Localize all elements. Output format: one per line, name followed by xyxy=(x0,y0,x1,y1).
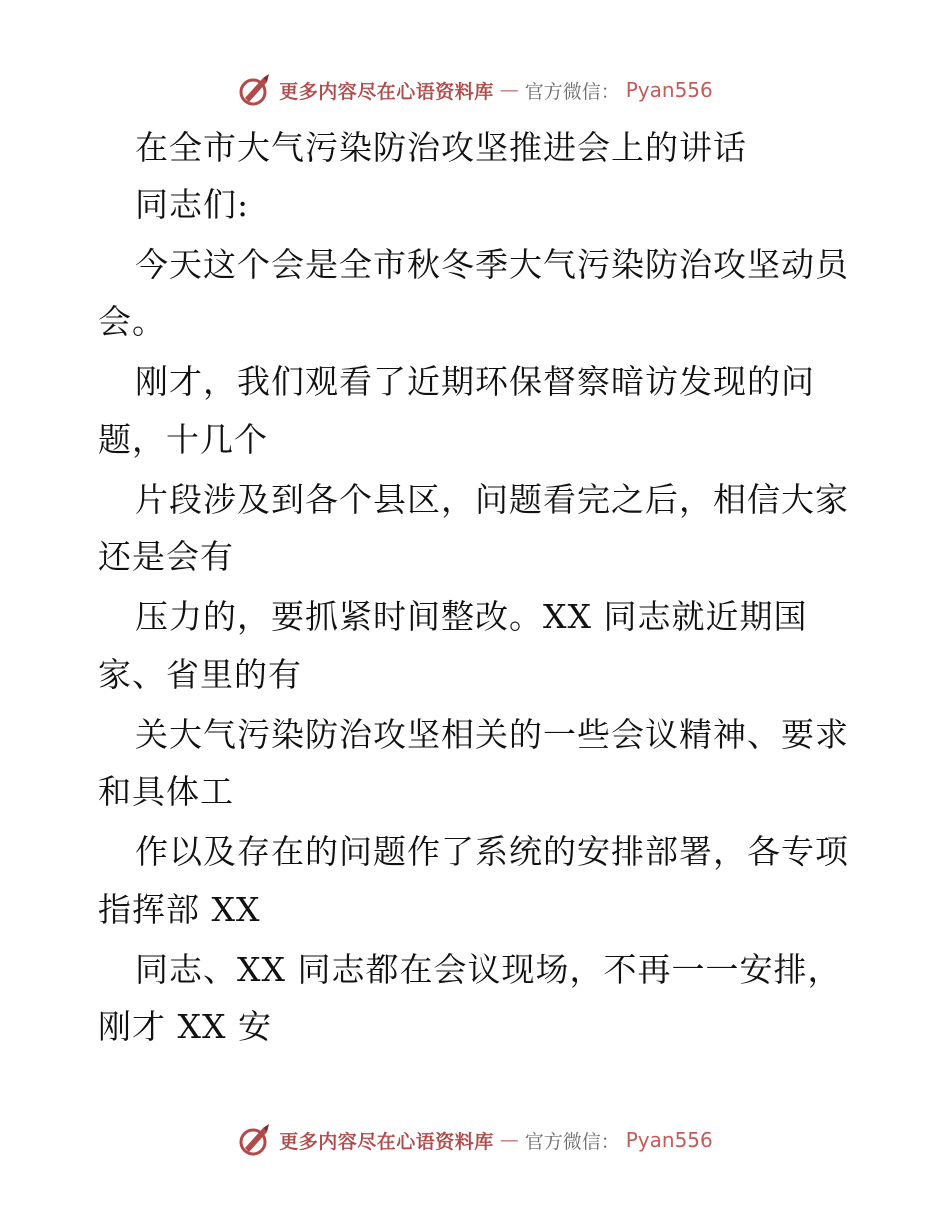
banner-dash: — xyxy=(499,79,519,101)
banner-wechat-id: Pyan556 xyxy=(625,1128,713,1152)
paragraph-line: 同志、XX 同志都在会议现场，不再一一安排， xyxy=(135,950,842,989)
paragraph-line: 刚才 XX 安 xyxy=(98,1007,272,1046)
paragraph-line: 作以及存在的问题作了系统的安排部署，各专项 xyxy=(135,832,849,871)
banner-wechat-label: 官方微信： xyxy=(524,80,620,103)
paragraph-line: 关大气污染防治攻坚相关的一些会议精神、要求 xyxy=(135,715,849,754)
banner-wechat-label: 官方微信： xyxy=(524,1130,620,1153)
paragraph-line: 刚才，我们观看了近期环保督察暗访发现的问 xyxy=(135,362,815,401)
document-title: 在全市大气污染防治攻坚推进会上的讲话 xyxy=(135,128,747,167)
pen-logo-icon xyxy=(237,72,273,108)
pen-logo-icon xyxy=(237,1122,273,1158)
paragraph-line: 和具体工 xyxy=(98,772,234,811)
paragraph-line: 还是会有 xyxy=(98,537,234,576)
paragraph-line: 指挥部 XX xyxy=(98,890,261,929)
footer-banner xyxy=(0,1120,950,1160)
header-banner xyxy=(0,70,950,110)
banner-wechat-id: Pyan556 xyxy=(625,78,713,102)
banner-dash: — xyxy=(499,1129,519,1151)
banner-main-text: 更多内容尽在心语资料库 xyxy=(279,80,494,103)
paragraph-line: 片段涉及到各个县区，问题看完之后，相信大家 xyxy=(135,480,849,519)
paragraph-line: 今天这个会是全市秋冬季大气污染防治攻坚动员 xyxy=(135,245,849,284)
paragraph-line: 题，十几个 xyxy=(98,420,268,459)
paragraph-line: 会。 xyxy=(98,302,166,341)
banner-main-text: 更多内容尽在心语资料库 xyxy=(279,1130,494,1153)
paragraph-line: 压力的，要抓紧时间整改。XX 同志就近期国 xyxy=(135,597,808,636)
paragraph-line: 同志们: xyxy=(135,185,250,224)
paragraph-line: 家、省里的有 xyxy=(98,655,302,694)
